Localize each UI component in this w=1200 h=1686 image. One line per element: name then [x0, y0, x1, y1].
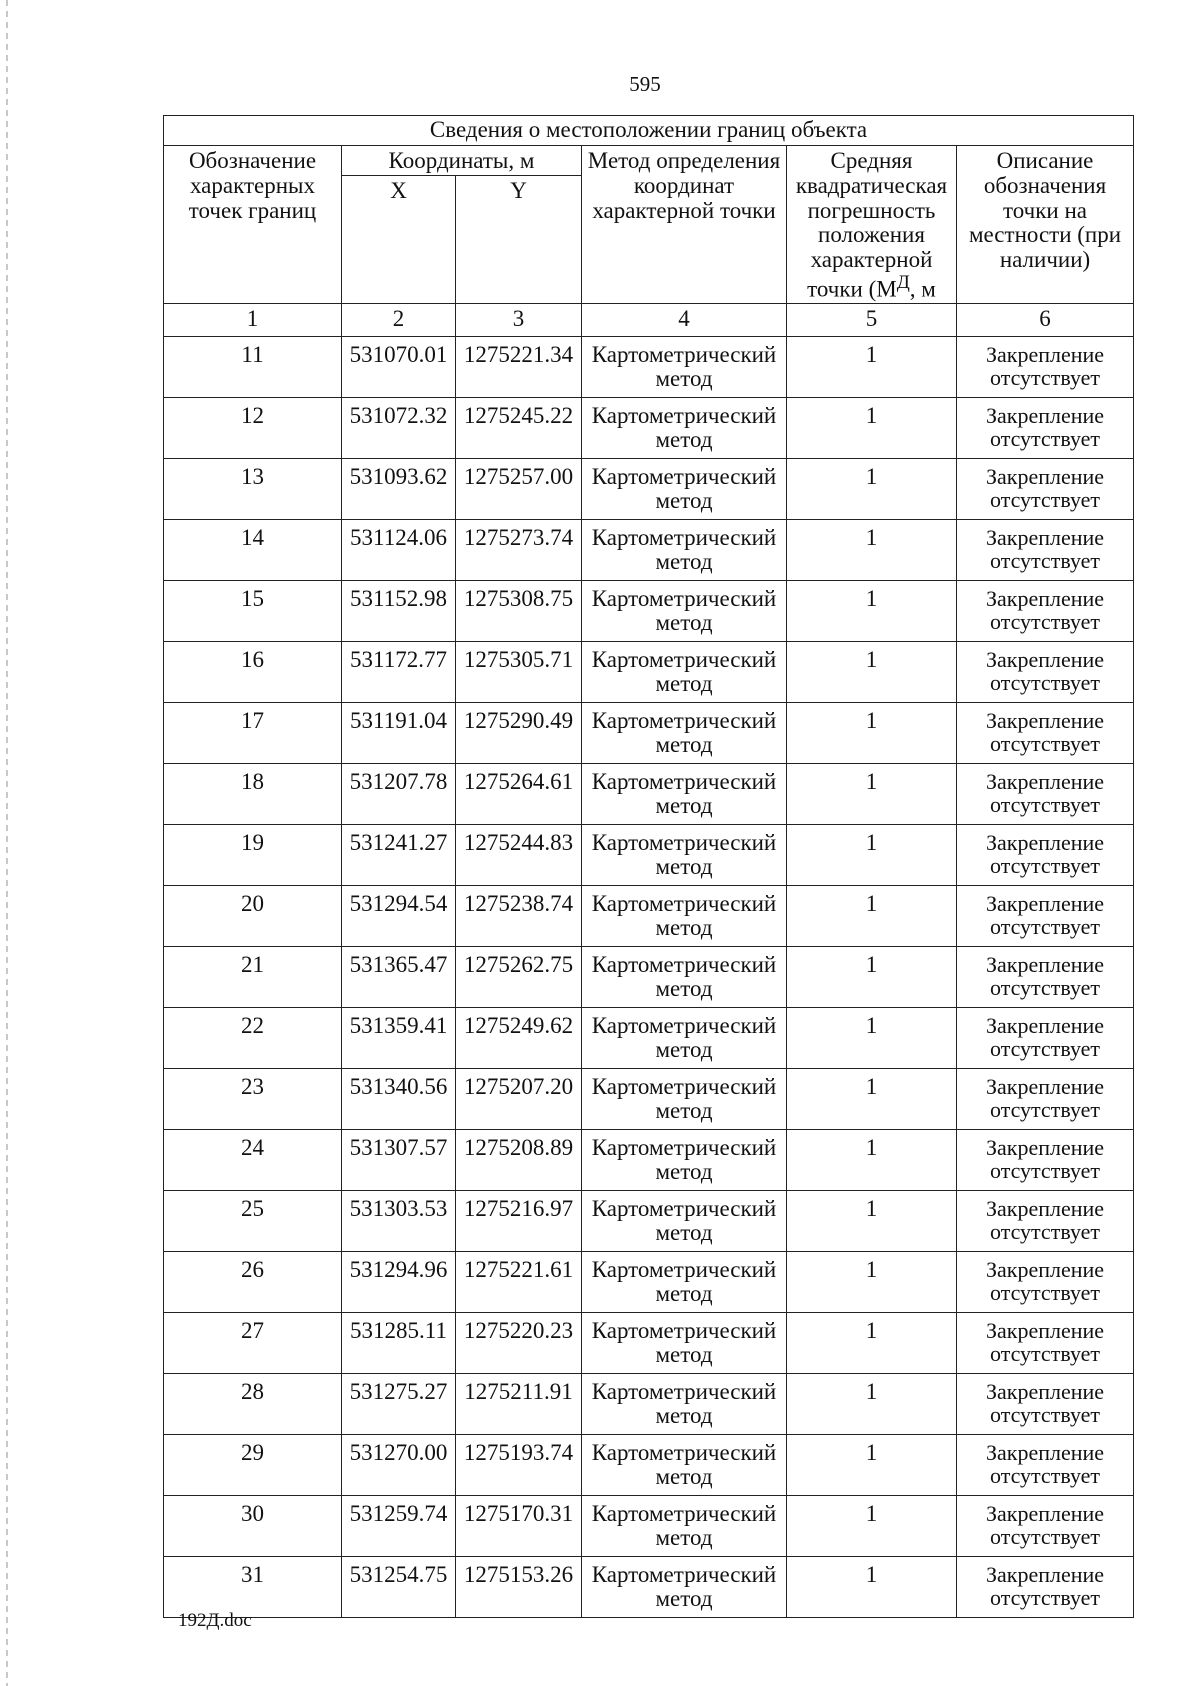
- cell-x: 531365.47: [342, 946, 456, 1007]
- cell-x: 531070.01: [342, 336, 456, 397]
- cell-x: 531191.04: [342, 702, 456, 763]
- cell-method: Картометрический метод: [582, 946, 787, 1007]
- cell-description: Закрепление отсутствует: [957, 1495, 1134, 1556]
- cell-method: Картометрический метод: [582, 763, 787, 824]
- cell-y: 1275290.49: [456, 702, 582, 763]
- footer-filename: 192Д.doc: [178, 1610, 252, 1631]
- cell-method: Картометрический метод: [582, 885, 787, 946]
- column-number-row: [164, 303, 1134, 336]
- cell-y: 1275264.61: [456, 763, 582, 824]
- cell-method: Картометрический метод: [582, 397, 787, 458]
- cell-method: Картометрический метод: [582, 1007, 787, 1068]
- cell-description: Закрепление отсутствует: [957, 580, 1134, 641]
- cell-description: Закрепление отсутствует: [957, 1556, 1134, 1617]
- cell-accuracy: 1: [787, 1251, 957, 1312]
- table-body: [164, 336, 1134, 1617]
- cell-y: 1275238.74: [456, 885, 582, 946]
- cell-method: Картометрический метод: [582, 641, 787, 702]
- table-row: [164, 1434, 1134, 1495]
- cell-point: 30: [164, 1495, 342, 1556]
- cell-x: 531285.11: [342, 1312, 456, 1373]
- cell-description: Закрепление отсутствует: [957, 885, 1134, 946]
- cell-description: Закрепление отсутствует: [957, 1007, 1134, 1068]
- cell-point: 24: [164, 1129, 342, 1190]
- cell-description: Закрепление отсутствует: [957, 397, 1134, 458]
- cell-method: Картометрический метод: [582, 1251, 787, 1312]
- cell-method: Картометрический метод: [582, 1129, 787, 1190]
- cell-y: 1275245.22: [456, 397, 582, 458]
- cell-method: Картометрический метод: [582, 519, 787, 580]
- column-number: 2: [342, 303, 456, 336]
- column-number: 3: [456, 303, 582, 336]
- cell-accuracy: 1: [787, 397, 957, 458]
- cell-accuracy: 1: [787, 641, 957, 702]
- header-accuracy-text: Средняя квадратическая погрешность положения характерной точки (M: [795, 148, 948, 302]
- cell-x: 531259.74: [342, 1495, 456, 1556]
- column-number: 6: [957, 303, 1134, 336]
- header-accuracy-sup: Д: [896, 272, 910, 294]
- cell-point: 31: [164, 1556, 342, 1617]
- cell-y: 1275244.83: [456, 824, 582, 885]
- cell-x: 531307.57: [342, 1129, 456, 1190]
- header-y: Y: [456, 175, 582, 303]
- cell-accuracy: 1: [787, 885, 957, 946]
- cell-x: 531072.32: [342, 397, 456, 458]
- cell-method: Картометрический метод: [582, 702, 787, 763]
- header-description: Описание обозначения точки на местности (при наличии): [957, 146, 1134, 304]
- header-accuracy-tail: , м: [909, 276, 936, 302]
- cell-description: Закрепление отсутствует: [957, 1312, 1134, 1373]
- cell-x: 531359.41: [342, 1007, 456, 1068]
- cell-x: 531124.06: [342, 519, 456, 580]
- cell-method: Картометрический метод: [582, 1190, 787, 1251]
- cell-x: 531241.27: [342, 824, 456, 885]
- table-row: [164, 1556, 1134, 1617]
- cell-point: 17: [164, 702, 342, 763]
- cell-x: 531294.54: [342, 885, 456, 946]
- cell-point: 13: [164, 458, 342, 519]
- cell-description: Закрепление отсутствует: [957, 946, 1134, 1007]
- header-x: X: [342, 175, 456, 303]
- cell-accuracy: 1: [787, 1434, 957, 1495]
- table-row: [164, 580, 1134, 641]
- table-row: [164, 763, 1134, 824]
- cell-method: Картометрический метод: [582, 1556, 787, 1617]
- cell-point: 22: [164, 1007, 342, 1068]
- cell-y: 1275305.71: [456, 641, 582, 702]
- table-row: [164, 1312, 1134, 1373]
- cell-description: Закрепление отсутствует: [957, 1434, 1134, 1495]
- cell-accuracy: 1: [787, 1556, 957, 1617]
- cell-x: 531093.62: [342, 458, 456, 519]
- cell-accuracy: 1: [787, 1068, 957, 1129]
- cell-y: 1275216.97: [456, 1190, 582, 1251]
- cell-point: 12: [164, 397, 342, 458]
- table-row: [164, 397, 1134, 458]
- cell-accuracy: 1: [787, 1312, 957, 1373]
- cell-accuracy: 1: [787, 702, 957, 763]
- cell-x: 531172.77: [342, 641, 456, 702]
- cell-y: 1275220.23: [456, 1312, 582, 1373]
- cell-point: 16: [164, 641, 342, 702]
- cell-point: 20: [164, 885, 342, 946]
- cell-method: Картометрический метод: [582, 1068, 787, 1129]
- cell-method: Картометрический метод: [582, 336, 787, 397]
- table-row: [164, 1373, 1134, 1434]
- cell-y: 1275249.62: [456, 1007, 582, 1068]
- cell-description: Закрепление отсутствует: [957, 824, 1134, 885]
- boundary-points-table: [163, 115, 1134, 1618]
- cell-method: Картометрический метод: [582, 1312, 787, 1373]
- table-row: [164, 885, 1134, 946]
- cell-y: 1275208.89: [456, 1129, 582, 1190]
- cell-accuracy: 1: [787, 1129, 957, 1190]
- cell-x: 531254.75: [342, 1556, 456, 1617]
- cell-x: 531152.98: [342, 580, 456, 641]
- cell-accuracy: 1: [787, 458, 957, 519]
- table-row: [164, 336, 1134, 397]
- cell-y: 1275221.61: [456, 1251, 582, 1312]
- header-accuracy: [787, 146, 957, 304]
- column-number: 1: [164, 303, 342, 336]
- cell-method: Картометрический метод: [582, 1434, 787, 1495]
- cell-accuracy: 1: [787, 1495, 957, 1556]
- cell-y: 1275170.31: [456, 1495, 582, 1556]
- table-row: [164, 1068, 1134, 1129]
- cell-point: 23: [164, 1068, 342, 1129]
- cell-accuracy: 1: [787, 1373, 957, 1434]
- table-row: [164, 519, 1134, 580]
- table-row: [164, 702, 1134, 763]
- cell-point: 14: [164, 519, 342, 580]
- table-row: [164, 1129, 1134, 1190]
- cell-y: 1275262.75: [456, 946, 582, 1007]
- cell-point: 19: [164, 824, 342, 885]
- cell-accuracy: 1: [787, 336, 957, 397]
- column-number: 4: [582, 303, 787, 336]
- cell-description: Закрепление отсутствует: [957, 1373, 1134, 1434]
- cell-point: 21: [164, 946, 342, 1007]
- cell-method: Картометрический метод: [582, 580, 787, 641]
- cell-method: Картометрический метод: [582, 824, 787, 885]
- cell-y: 1275193.74: [456, 1434, 582, 1495]
- cell-accuracy: 1: [787, 519, 957, 580]
- table-row: [164, 824, 1134, 885]
- header-method: Метод определения координат характерной точки: [582, 146, 787, 304]
- cell-accuracy: 1: [787, 763, 957, 824]
- cell-x: 531270.00: [342, 1434, 456, 1495]
- cell-y: 1275273.74: [456, 519, 582, 580]
- cell-point: 18: [164, 763, 342, 824]
- cell-method: Картометрический метод: [582, 458, 787, 519]
- table-row: [164, 946, 1134, 1007]
- cell-y: 1275257.00: [456, 458, 582, 519]
- table-caption: Сведения о местоположении границ объекта: [164, 116, 1134, 146]
- cell-accuracy: 1: [787, 1190, 957, 1251]
- cell-x: 531275.27: [342, 1373, 456, 1434]
- cell-accuracy: 1: [787, 824, 957, 885]
- cell-description: Закрепление отсутствует: [957, 641, 1134, 702]
- cell-point: 27: [164, 1312, 342, 1373]
- cell-point: 25: [164, 1190, 342, 1251]
- column-number: 5: [787, 303, 957, 336]
- cell-accuracy: 1: [787, 1007, 957, 1068]
- table-row: [164, 1007, 1134, 1068]
- scan-edge-artifact: [6, 0, 8, 1686]
- page-number: 595: [629, 72, 661, 96]
- cell-description: Закрепление отсутствует: [957, 1068, 1134, 1129]
- header-point: Обозначение характерных точек границ: [164, 146, 342, 304]
- cell-accuracy: 1: [787, 946, 957, 1007]
- cell-description: Закрепление отсутствует: [957, 519, 1134, 580]
- cell-x: 531294.96: [342, 1251, 456, 1312]
- table-row: [164, 458, 1134, 519]
- cell-description: Закрепление отсутствует: [957, 1251, 1134, 1312]
- cell-method: Картометрический метод: [582, 1373, 787, 1434]
- cell-y: 1275207.20: [456, 1068, 582, 1129]
- cell-y: 1275153.26: [456, 1556, 582, 1617]
- cell-point: 11: [164, 336, 342, 397]
- cell-point: 15: [164, 580, 342, 641]
- cell-x: 531303.53: [342, 1190, 456, 1251]
- table-row: [164, 641, 1134, 702]
- table-row: [164, 1190, 1134, 1251]
- cell-x: 531207.78: [342, 763, 456, 824]
- cell-description: Закрепление отсутствует: [957, 1190, 1134, 1251]
- cell-y: 1275211.91: [456, 1373, 582, 1434]
- cell-description: Закрепление отсутствует: [957, 458, 1134, 519]
- cell-description: Закрепление отсутствует: [957, 702, 1134, 763]
- header-coordinates: Координаты, м: [342, 146, 582, 176]
- cell-point: 26: [164, 1251, 342, 1312]
- cell-method: Картометрический метод: [582, 1495, 787, 1556]
- cell-point: 28: [164, 1373, 342, 1434]
- cell-accuracy: 1: [787, 580, 957, 641]
- cell-y: 1275308.75: [456, 580, 582, 641]
- cell-point: 29: [164, 1434, 342, 1495]
- table-row: [164, 1251, 1134, 1312]
- cell-description: Закрепление отсутствует: [957, 1129, 1134, 1190]
- cell-description: Закрепление отсутствует: [957, 336, 1134, 397]
- table-row: [164, 1495, 1134, 1556]
- cell-x: 531340.56: [342, 1068, 456, 1129]
- cell-y: 1275221.34: [456, 336, 582, 397]
- cell-description: Закрепление отсутствует: [957, 763, 1134, 824]
